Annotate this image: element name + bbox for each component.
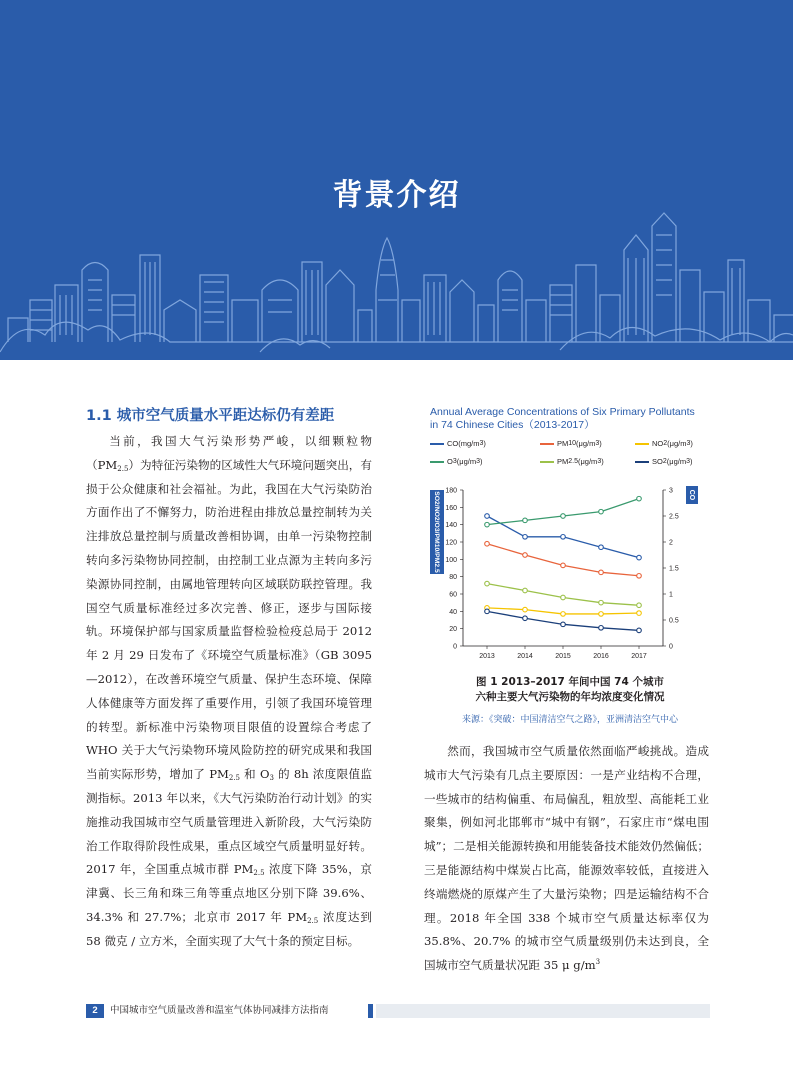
section-heading: 1.1 城市空气质量水平距达标仍有差距 <box>86 408 335 424</box>
data-point-co <box>561 535 566 540</box>
y-right-tick-label: 1.5 <box>669 565 679 573</box>
data-point-no2 <box>599 612 604 617</box>
legend-swatch <box>635 443 649 445</box>
footer-title: 中国城市空气质量改善和温室气体协同减排方法指南 <box>110 1005 329 1016</box>
x-tick-label: 2016 <box>593 653 609 660</box>
y-left-tick-label: 180 <box>445 487 457 495</box>
data-point-so2 <box>637 628 642 633</box>
y-left-tick-label: 160 <box>445 504 457 512</box>
data-point-pm25 <box>637 603 642 608</box>
y-left-tick-label: 100 <box>445 556 457 564</box>
series-line-o3 <box>487 499 639 525</box>
y-left-tick-label: 80 <box>449 574 457 582</box>
data-point-o3 <box>599 509 604 514</box>
x-tick-label: 2014 <box>517 653 533 660</box>
page-footer <box>86 1004 710 1018</box>
banner <box>0 0 793 360</box>
data-point-pm10 <box>561 563 566 568</box>
y-right-tick-label: 1 <box>669 591 673 599</box>
y-left-axis-label: SO2/NO2/O3/PM10/PM2.5 <box>433 491 441 573</box>
data-point-so2 <box>561 622 566 627</box>
y-right-tick-label: 2 <box>669 539 673 547</box>
data-point-o3 <box>561 514 566 519</box>
legend-swatch <box>430 461 444 463</box>
figure-caption: 图 1 2013–2017 年间中国 74 个城市 六种主要大气污染物的年均浓度变化情况 <box>475 676 665 703</box>
y-right-axis-label: CO <box>688 489 696 501</box>
legend-swatch <box>540 461 554 463</box>
data-point-o3 <box>637 496 642 501</box>
data-point-pm25 <box>561 595 566 600</box>
y-left-tick-label: 60 <box>449 591 457 599</box>
legend-swatch <box>540 443 554 445</box>
legend-swatch <box>635 461 649 463</box>
y-left-tick-label: 40 <box>449 608 457 616</box>
body-text-right <box>424 740 709 978</box>
y-right-tick-label: 2.5 <box>669 513 679 521</box>
data-point-pm10 <box>485 541 490 546</box>
legend-item-no2: NO 2 (μg/m 3 ) <box>635 439 693 448</box>
page-number: 2 <box>86 1004 104 1018</box>
pollutant-line-chart <box>425 480 715 665</box>
legend-item-co: CO (mg/m 3 ) <box>430 439 486 448</box>
data-point-pm10 <box>523 553 528 558</box>
data-point-pm10 <box>637 574 642 579</box>
legend-item-o3: O 3 (μg/m 3 ) <box>430 457 482 466</box>
chapter-title: 背景介绍 <box>332 178 461 213</box>
legend-swatch <box>430 443 444 445</box>
data-point-co <box>599 545 604 550</box>
y-right-tick-label: 3 <box>669 487 673 495</box>
data-point-co <box>637 555 642 560</box>
footer-bar <box>376 1004 710 1018</box>
data-point-no2 <box>637 611 642 616</box>
data-point-pm25 <box>523 588 528 593</box>
data-point-so2 <box>523 616 528 621</box>
data-point-o3 <box>485 522 490 527</box>
data-point-pm25 <box>599 600 604 605</box>
y-left-tick-label: 140 <box>445 522 457 530</box>
footer-accent <box>368 1004 373 1018</box>
data-point-co <box>485 514 490 519</box>
data-point-pm10 <box>599 570 604 575</box>
y-right-tick-label: 0.5 <box>669 617 679 625</box>
legend-item-pm10: PM 10 (μg/m 3 ) <box>540 439 602 448</box>
legend-item-pm25: PM 2.5 (μg/m 3 ) <box>540 457 604 466</box>
paragraph: 当前，我国大气污染形势严峻，以细颗粒物$(PM_{2.5})$为特征污染物的区域性大气环境问题突出，有损于公众健康和社会福祉。为此，我国在大气污染防治方面作出了不懈努力，防治进程由排放总量控制转为关注排放总量控制与质量改善相协调，由单一污染物控制转向多污染物协同控制，由控制工业点源为主转向多污染源协同控制，由属地管理转向区域联防联控管理。我国空气质量标准经过多次完善、修正，逐步与国际接轨。环境保护部与国家质量监督检验检疫总局于 2012 年 2 月 29 日发布了《环境空气质量标准》（GB 3095—2012），在改善环境空气质量、保护生态环境、保障人体健康等方面发挥了重要作用，引领了我国环境管理的转型。新标准中污染物项目限值的设置综合考虑了 WHO 关于大气污染物环境风险防控的研究成果和我国当前实际形势，增加了 $PM_{2.5}$ 和 $O_3$ 的 8h 浓度限值监测指标。2013 年以来，《大气污染防治行动计划》的实施推动我国城市空气质量管理进入新阶段，大气污染防治工作取得阶段性成果，重点区域空气质量明显好转。2017 年，全国重点城市群 $PM_{2.5}$ 浓度下降 35%，京津冀、长三角和珠三角等重点地区分别下降 39.6%、34.3% 和 27.7%；北京市 2017 年 $PM_{2.5}$ 浓度达到 58 微克 / 立方米，全面实现了大气十条的预定目标。 <box>86 434 373 948</box>
x-tick-label: 2013 <box>479 653 495 660</box>
data-point-o3 <box>523 518 528 523</box>
data-point-no2 <box>561 612 566 617</box>
body-text-left <box>86 430 372 954</box>
series-line-pm25 <box>487 584 639 606</box>
x-tick-label: 2017 <box>631 653 647 660</box>
series-line-pm10 <box>487 544 639 576</box>
legend-item-so2: SO 2 (μg/m 3 ) <box>635 457 692 466</box>
chart-title: Annual Average Concentrations of Six Primary Pollutants in 74 Chinese Cities（2013-2017） <box>430 406 695 431</box>
data-point-pm25 <box>485 581 490 586</box>
data-point-so2 <box>485 609 490 614</box>
data-point-so2 <box>599 626 604 631</box>
x-tick-label: 2015 <box>555 653 571 660</box>
y-left-tick-label: 120 <box>445 539 457 547</box>
y-left-tick-label: 20 <box>449 626 457 634</box>
y-right-tick-label: 0 <box>669 643 673 651</box>
data-point-no2 <box>523 607 528 612</box>
y-left-tick-label: 0 <box>453 643 457 651</box>
paragraph: 然而，我国城市空气质量依然面临严峻挑战。造成城市大气污染有几点主要原因：一是产业结构不合理，一些城市的结构偏重、布局偏乱，粗放型、高能耗工业聚集，例如河北邯郸市“城中有钢”，石家庄市“煤电围城”；二是相关能源转换和用能装备技术能效仍然偏低；三是能源结构中煤炭占比高，能源效率较低，直接进入终端燃烧的原煤产生了大量污染物；四是运输结构不合理。2018 年全国 338 个城市空气质量达标率仅为 35.8%、20.7% 的城市空气质量级别仍未达到良，全国城市空气质量状况距 35 μ $g/m^3$ <box>424 744 709 973</box>
figure-source: 来源：《突破：中国清洁空气之路》，亚洲清洁空气中心 <box>461 715 678 725</box>
data-point-co <box>523 535 528 540</box>
